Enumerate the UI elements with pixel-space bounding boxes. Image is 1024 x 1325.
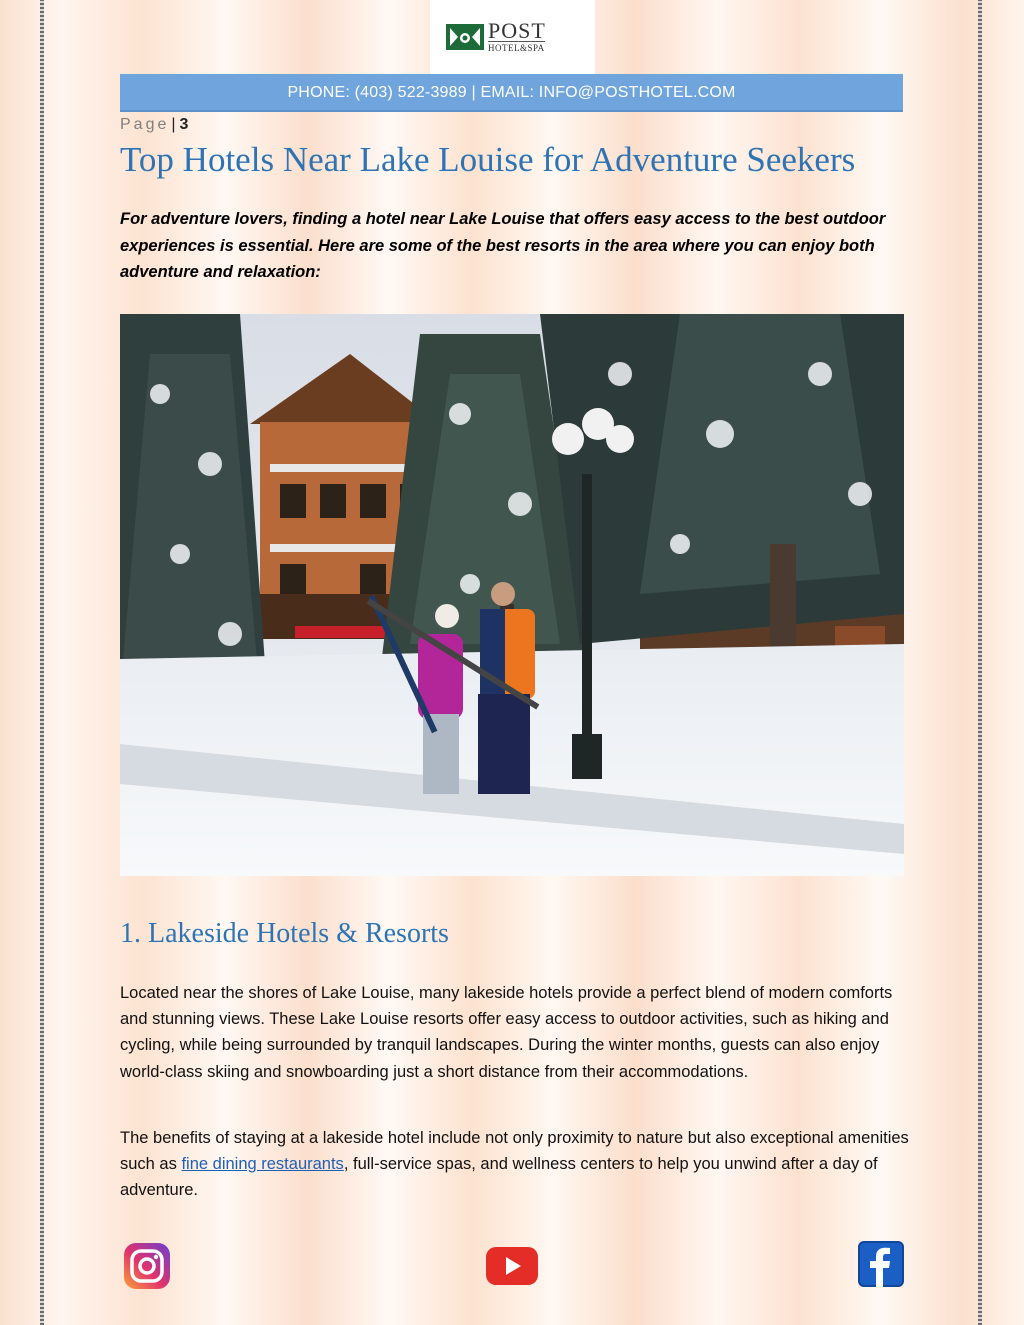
page-label: Page [120,116,170,133]
hotel-logo[interactable] [430,0,595,74]
section-heading: 1. Lakeside Hotels & Resorts [120,918,449,949]
logo-text: POST [488,18,546,43]
hero-photo [120,314,904,876]
page-number [120,116,188,134]
page-title: Top Hotels Near Lake Louise for Adventure Seekers [120,140,856,179]
logo-emblem-icon [446,24,484,50]
winter-hotel-scene [120,314,904,876]
paragraph-2-text-after: , full-service spas, and wellness centers to help you unwind after a day of adventure. [120,1155,878,1200]
instagram-icon[interactable] [123,1242,171,1290]
facebook-icon[interactable] [858,1241,904,1287]
right-page-border [978,0,982,1325]
section-paragraph-2 [120,1125,910,1204]
section-paragraph-1: Located near the shores of Lake Louise, many lakeside hotels provide a perfect blend of modern comforts and stunning views. These Lake Louise resorts offer easy access to outdoor activities, such as hiking and cycling, while being surrounded by tranquil landscapes. During the winter months, guests can also enjoy world-class skiing and snowboarding just a short distance from their accommodations. [120,984,893,1081]
paragraph-2-text-before: The benefits of staying at a lakeside hotel include not only proximity to nature but also exceptional amenities such as [120,1129,909,1174]
youtube-icon[interactable] [486,1247,538,1285]
page-number-value: 3 [179,116,189,133]
intro-paragraph: For adventure lovers, finding a hotel near Lake Louise that offers easy access to the best outdoor experiences is essential. Here are some of the best resorts in the area where you can enjoy both adventure and relaxation: [120,210,886,281]
contact-bar: PHONE: (403) 522-3989 | EMAIL: INFO@POSTHOTEL.COM [120,74,903,112]
fine-dining-link[interactable]: fine dining restaurants [181,1155,344,1174]
left-page-border [40,0,44,1325]
page-separator: | [171,116,176,133]
logo-subtext: HOTEL&SPA [488,43,545,53]
